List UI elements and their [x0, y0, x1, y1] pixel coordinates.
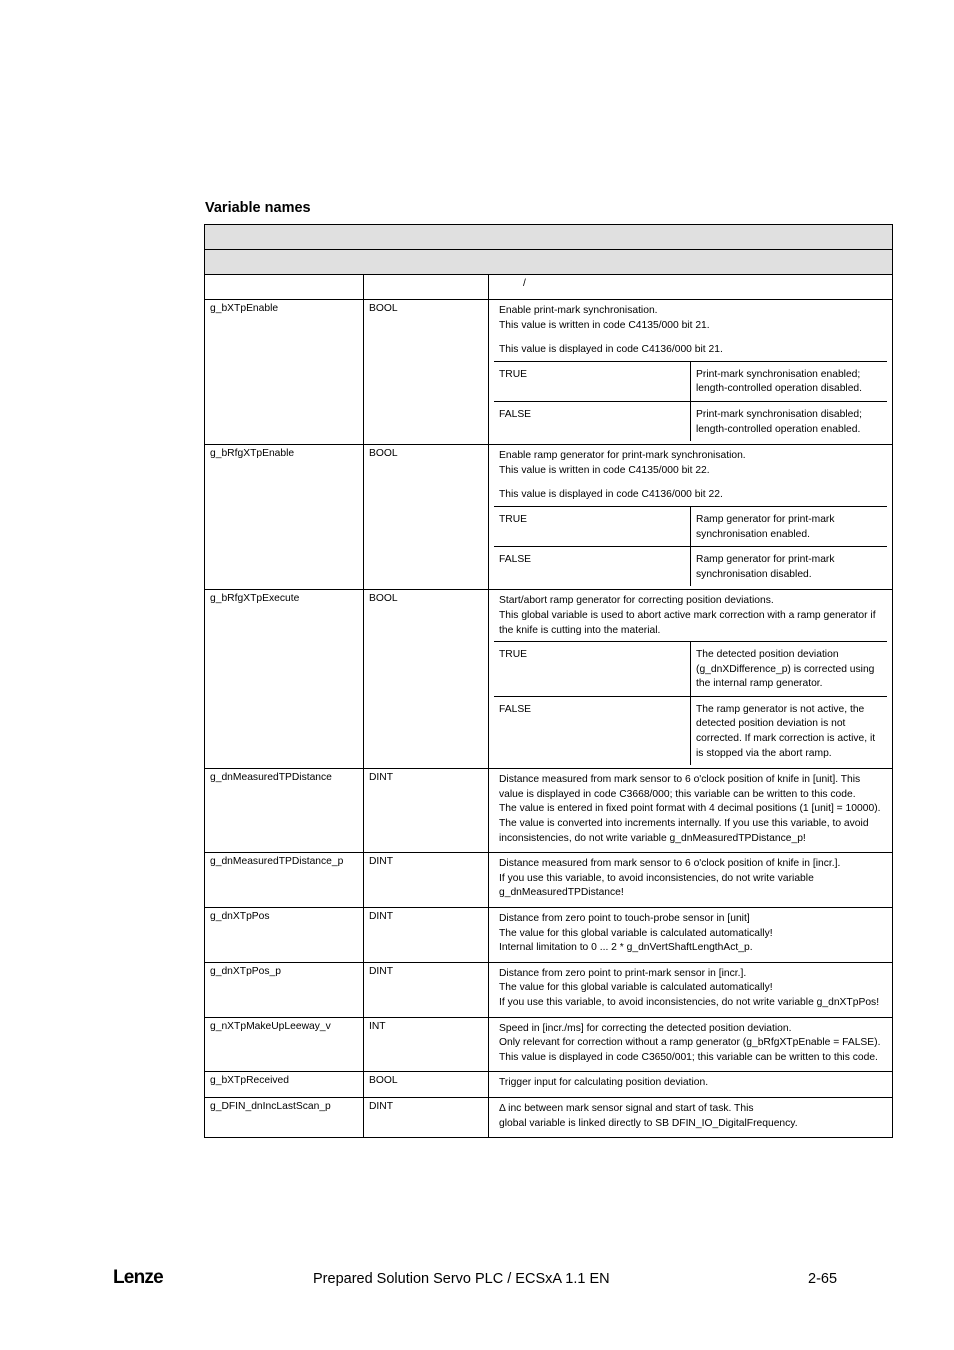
state-table — [494, 506, 887, 586]
description-line: Distance measured from mark sensor to 6 o'clock position of knife in [incr.]. — [499, 858, 841, 870]
description-line: global variable is linked directly to SB DFIN_IO_DigitalFrequency. — [499, 1117, 798, 1129]
variable-name: g_bXTpEnable — [205, 300, 364, 445]
description-text — [494, 910, 887, 959]
variable-type: BOOL — [364, 300, 489, 445]
table-row — [205, 1072, 893, 1098]
variable-name: g_bXTpReceived — [205, 1072, 364, 1098]
description-text — [494, 965, 887, 1014]
table-row — [205, 962, 893, 1017]
variable-type: DINT — [364, 908, 489, 963]
description-display-note: This value is displayed in code C4136/000 bit 22. — [499, 489, 723, 501]
table-band-top — [205, 225, 893, 250]
variable-type: INT — [364, 1017, 489, 1072]
description-line: The value is converted into increments internally. If you use this variable, to avoid inconsistencies, do not write variable g_dnMeasuredTPDistance_p! — [499, 818, 869, 844]
table-row — [205, 908, 893, 963]
variable-name: g_dnMeasuredTPDistance_p — [205, 853, 364, 908]
state-meaning: Print-mark synchronisation enabled; length-controlled operation disabled. — [691, 361, 888, 401]
description-line: If you use this variable, to avoid inconsistencies, do not write variable g_dnMeasuredTPDistance! — [499, 872, 814, 899]
description-line: This value is displayed in code C3650/001; this variable can be written to this code. — [499, 1051, 878, 1063]
table-band-row — [205, 225, 893, 250]
variable-description — [489, 1097, 893, 1137]
variable-type: DINT — [364, 962, 489, 1017]
variable-description — [489, 908, 893, 963]
state-meaning: Ramp generator for print-mark synchronisation disabled. — [691, 547, 888, 587]
description-line: Internal limitation to 0 ... 2 * g_dnVertShaftLengthAct_p. — [499, 942, 753, 954]
table-row — [205, 445, 893, 590]
variable-description — [489, 300, 893, 445]
state-value: TRUE — [494, 506, 691, 546]
description-line: Distance from zero point to touch-probe sensor in [unit] — [499, 913, 750, 924]
state-value: FALSE — [494, 696, 691, 765]
section-heading: Variable names — [205, 200, 311, 216]
variable-description — [489, 853, 893, 908]
variable-table-body — [205, 225, 893, 1138]
description-line: Enable ramp generator for print-mark synchronisation. — [499, 450, 746, 462]
variable-description — [489, 1017, 893, 1072]
description-line: Enable print-mark synchronisation. — [499, 305, 658, 316]
state-row — [494, 506, 887, 546]
description-line: Start/abort ramp generator for correcting position deviations. — [499, 595, 774, 607]
variable-type: DINT — [364, 1097, 489, 1137]
table-row — [205, 1017, 893, 1072]
description-line: Trigger input for calculating position deviation. — [499, 1077, 709, 1089]
description-line: This value is written in code C4135/000 bit 21. — [499, 319, 710, 331]
description-text — [494, 302, 887, 361]
variable-description — [489, 1072, 893, 1098]
description-text — [494, 771, 887, 849]
table-band-second — [205, 250, 893, 275]
state-meaning: The detected position deviation (g_dnXDifference_p) is corrected using the internal ramp generator. — [691, 642, 888, 697]
table-band-row — [205, 250, 893, 275]
footer-title: Prepared Solution Servo PLC / ECSxA 1.1 EN — [313, 1271, 610, 1287]
description-line: The value is entered in fixed point format with 4 decimal positions (1 [unit] = 10000). — [499, 803, 881, 815]
state-row — [494, 642, 887, 697]
column-header-name — [205, 275, 364, 300]
state-row — [494, 361, 887, 401]
description-line: Δ inc between mark sensor signal and start of task. This — [499, 1102, 754, 1114]
state-meaning: Print-mark synchronisation disabled; length-controlled operation enabled. — [691, 401, 888, 441]
table-row — [205, 300, 893, 445]
description-line: This global variable is used to abort active mark correction with a ramp generator if the knife is cutting into the material. — [499, 609, 876, 636]
state-value: FALSE — [494, 401, 691, 441]
page-number: 2-65 — [808, 1271, 838, 1287]
variable-type: DINT — [364, 769, 489, 853]
table-row — [205, 1097, 893, 1137]
description-text — [494, 592, 887, 641]
variable-description — [489, 445, 893, 590]
description-text — [494, 855, 887, 904]
column-header-description: / — [489, 275, 893, 300]
description-text — [494, 1020, 887, 1069]
variable-type: BOOL — [364, 1072, 489, 1098]
variable-name: g_dnMeasuredTPDistance — [205, 769, 364, 853]
description-line: Only relevant for correction without a ramp generator (g_bRfgXTpEnable = FALSE). — [499, 1037, 881, 1049]
state-row — [494, 401, 887, 441]
description-line: The value for this global variable is calculated automatically! — [499, 927, 773, 939]
description-text — [494, 1100, 887, 1134]
state-meaning: The ramp generator is not active, the detected position deviation is not corrected. If mark correction is active, it is stopped via the abort ramp. — [691, 696, 888, 765]
variable-name: g_dnXTpPos — [205, 908, 364, 963]
table-row — [205, 769, 893, 853]
state-row — [494, 696, 887, 765]
table-row — [205, 590, 893, 769]
state-value: FALSE — [494, 547, 691, 587]
description-line: The value for this global variable is calculated automatically! — [499, 982, 773, 994]
table-row — [205, 853, 893, 908]
state-row — [494, 547, 887, 587]
description-text — [494, 447, 887, 506]
description-line: Speed in [incr./ms] for correcting the detected position deviation. — [499, 1022, 792, 1034]
variable-type: BOOL — [364, 590, 489, 769]
variable-name: g_bRfgXTpEnable — [205, 445, 364, 590]
description-line: If you use this variable, to avoid inconsistencies, do not write variable g_dnXTpPos! — [499, 996, 880, 1008]
state-value: TRUE — [494, 642, 691, 697]
column-header-type — [364, 275, 489, 300]
variable-name: g_bRfgXTpExecute — [205, 590, 364, 769]
state-table — [494, 361, 887, 441]
lenze-logo: Lenze — [113, 1267, 163, 1288]
variable-description — [489, 769, 893, 853]
variable-type: BOOL — [364, 445, 489, 590]
description-line: This value is written in code C4135/000 bit 22. — [499, 464, 710, 476]
variable-description — [489, 962, 893, 1017]
variable-name: g_dnXTpPos_p — [205, 962, 364, 1017]
variable-name: g_nXTpMakeUpLeeway_v — [205, 1017, 364, 1072]
description-line: Distance from zero point to print-mark sensor in [incr.]. — [499, 967, 747, 979]
variable-name: g_DFIN_dnIncLastScan_p — [205, 1097, 364, 1137]
variable-type: DINT — [364, 853, 489, 908]
column-header-row — [205, 275, 893, 300]
state-meaning: Ramp generator for print-mark synchronisation enabled. — [691, 506, 888, 546]
variable-description — [489, 590, 893, 769]
state-table — [494, 641, 887, 765]
variable-table — [204, 224, 893, 1138]
description-text — [494, 1074, 887, 1094]
description-display-note: This value is displayed in code C4136/000 bit 21. — [499, 344, 723, 356]
state-value: TRUE — [494, 361, 691, 401]
description-line: Distance measured from mark sensor to 6 o'clock position of knife in [unit]. This value is displayed in code C3668/000; this variable can be written to this code. — [499, 774, 861, 800]
